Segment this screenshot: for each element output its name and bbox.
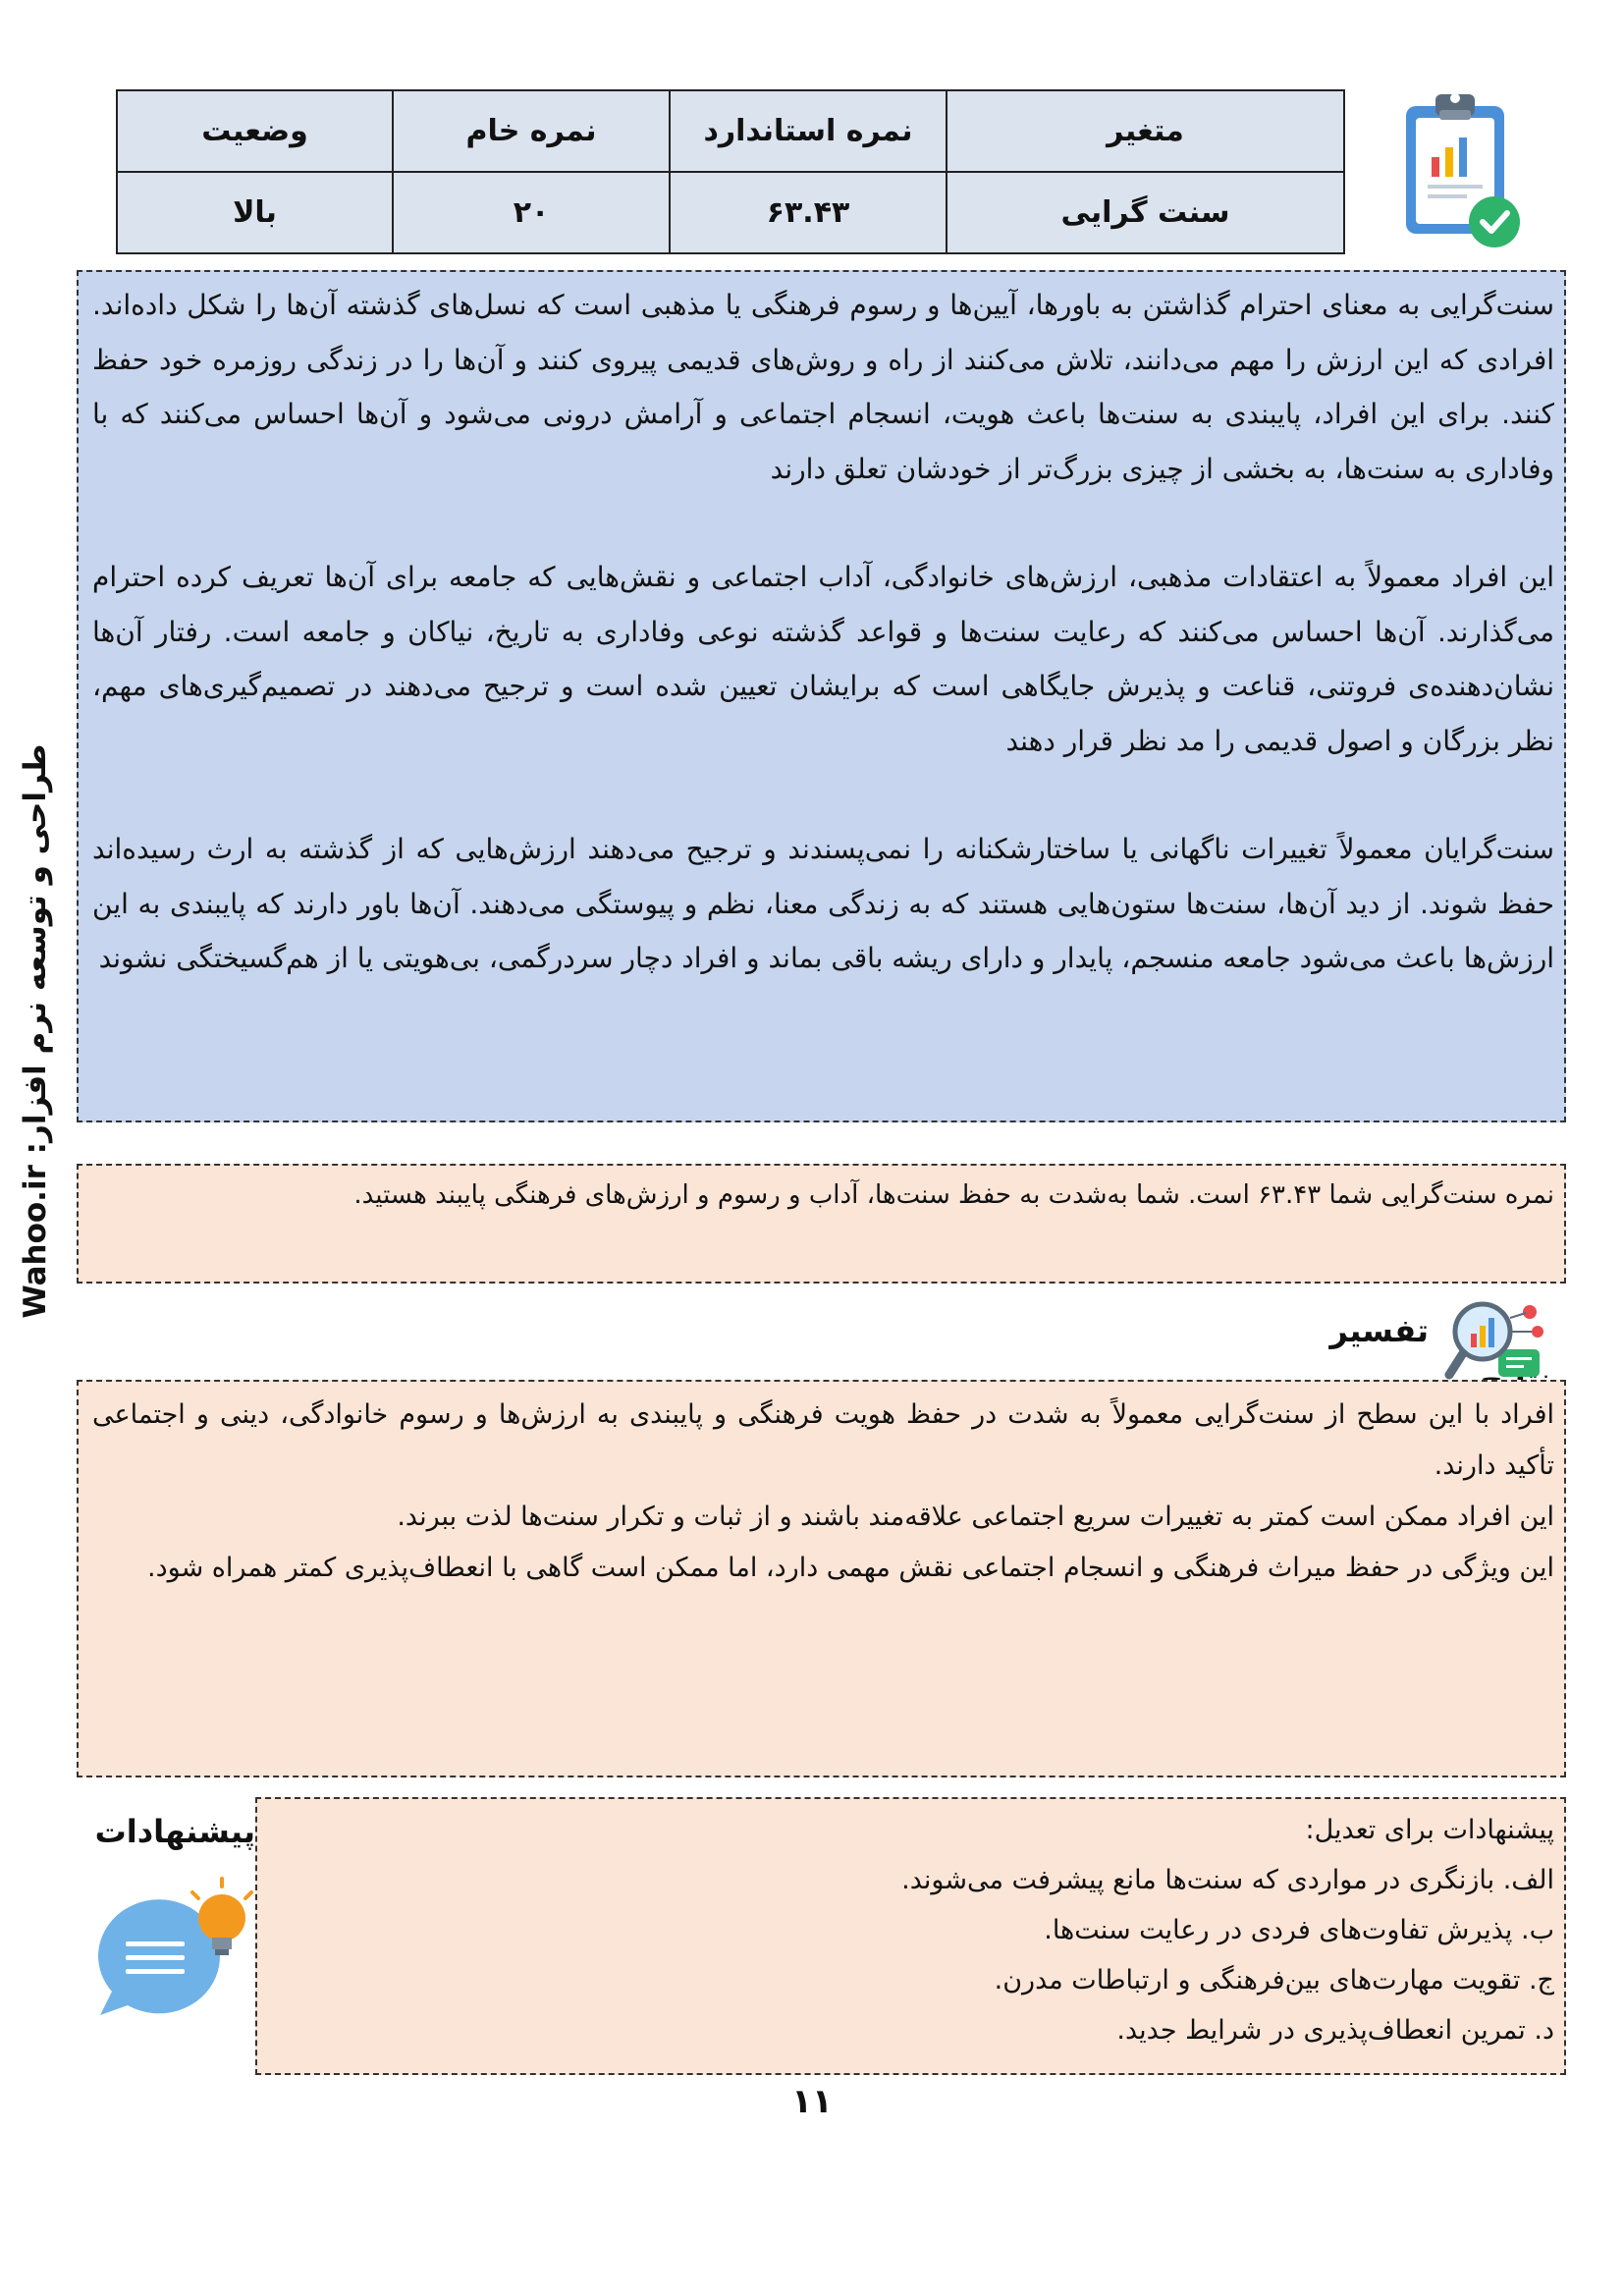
score-summary-box	[77, 1164, 1566, 1284]
interpretation-line-3: این ویژگی در حفظ میراث فرهنگی و انسجام اجتماعی نقش مهمی دارد، اما ممکن است گاهی با انعطاف‌پذیری کمتر همراه شود.	[147, 1553, 1554, 1583]
side-credit-text: طراحی و توسعه نرم افزار: Wahoo.ir	[18, 743, 53, 1319]
chat-bubble-lightbulb-icon	[90, 1871, 262, 2038]
clipboard-report-icon	[1392, 86, 1530, 253]
description-box	[77, 270, 1566, 1122]
description-paragraph-2: این افراد معمولاً به اعتقادات مذهبی، ارزش‌های خانوادگی، آداب اجتماعی و نقش‌هایی که جامعه برای آن‌ها تعریف کرده احترام می‌گذارند. آن‌ها احساس می‌کنند که رعایت سنت‌ها و قواعد گذشته نوعی وفاداری به تاریخ، نیاکان و جامعه است. رفتار آن‌ها نشان‌دهنده‌ی فروتنی، قناعت و پذیرش جایگاهی است که برایشان تعیین شده است و ترجیح می‌دهند در تصمیم‌گیری‌های مهم، نظر بزرگان و اصول قدیمی را مد نظر قرار دهند	[92, 561, 1554, 757]
suggestions-line-5: د. تمرین انعطاف‌پذیری در شرایط جدید.	[1116, 2015, 1554, 2046]
suggestions-line-3: ب. پذیرش تفاوت‌های فردی در رعایت سنت‌ها.	[1044, 1915, 1554, 1945]
header-raw-score: نمره خام	[393, 90, 670, 172]
page-number-text: ۱۱	[791, 2082, 833, 2121]
interpretation-line-1: افراد با این سطح از سنت‌گرایی معمولاً به شدت در حفظ هویت فرهنگی و پایبندی به ارزش‌ها و رسوم خانوادگی، دینی و اجتماعی تأکید دارند.	[92, 1399, 1554, 1481]
header-status: وضعیت	[117, 90, 393, 172]
score-summary-text: نمره سنت‌گرایی شما ۶۳.۴۳ است. شما به‌شدت به حفظ سنت‌ها، آداب و رسوم و ارزش‌های فرهنگی پایبند هستید.	[353, 1180, 1554, 1210]
interpretation-box	[77, 1380, 1566, 1777]
score-table	[116, 89, 1345, 254]
analysis-magnifier-icon	[1443, 1298, 1551, 1387]
interpretation-line-2: این افراد ممکن است کمتر به تغییرات سریع اجتماعی علاقه‌مند باشند و از ثبات و تکرار سنت‌ها لذت ببرند.	[397, 1502, 1554, 1532]
suggestions-box	[255, 1797, 1566, 2075]
description-paragraph-1: سنت‌گرایی به معنای احترام گذاشتن به باورها، آیین‌ها و رسوم فرهنگی یا مذهبی است که نسل‌های گذشته آن‌ها را شکل داده‌اند. افرادی که این ارزش را مهم می‌دانند، تلاش می‌کنند از راه و روش‌های قدیمی پیروی کنند و آن‌ها را در زندگی روزمره خود حفظ کنند. برای این افراد، پایبندی به سنت‌ها باعث هویت، انسجام اجتماعی و آرامش درونی می‌شود و آن‌ها احساس می‌کنند که با وفاداری به سنت‌ها، به بخشی از چیزی بزرگ‌تر از خودشان تعلق دارند	[92, 289, 1554, 485]
header-standard-score: نمره استاندارد	[670, 90, 947, 172]
cell-standard-score: ۶۳.۴۳	[670, 172, 947, 253]
cell-variable: سنت گرایی	[947, 172, 1344, 253]
suggestions-line-2: الف. بازنگری در مواردی که سنت‌ها مانع پیشرفت می‌شوند.	[901, 1865, 1554, 1895]
suggestions-heading: پیشنهادات	[94, 1813, 255, 1850]
side-credit	[6, 743, 65, 1319]
table-header-row	[117, 90, 1344, 172]
cell-status: بالا	[117, 172, 393, 253]
description-paragraph-3: سنت‌گرایان معمولاً تغییرات ناگهانی یا ساختارشکنانه را نمی‌پسندند و ترجیح می‌دهند ارزش‌هایی که از گذشته به ارث رسیده‌اند حفظ شوند. از دید آن‌ها، سنت‌ها ستون‌هایی هستند که به زندگی معنا، نظم و پیوستگی می‌دهند. آن‌ها باور دارند که پایبندی به این ارزش‌ها باعث می‌شود جامعه منسجم، پایدار و دارای ریشه باقی بماند و افراد دچار سردرگمی، بی‌هویتی یا از هم‌گسیختگی نشوند	[92, 833, 1554, 974]
cell-raw-score: ۲۰	[393, 172, 670, 253]
suggestions-line-4: ج. تقویت مهارت‌های بین‌فرهنگی و ارتباطات مدرن.	[994, 1965, 1554, 1995]
interpretation-heading-text: تفسیر	[1329, 1312, 1429, 1349]
header-variable: متغیر	[947, 90, 1344, 172]
suggestions-line-1: پیشنهادات برای تعدیل:	[1305, 1815, 1554, 1845]
table-row	[117, 172, 1344, 253]
